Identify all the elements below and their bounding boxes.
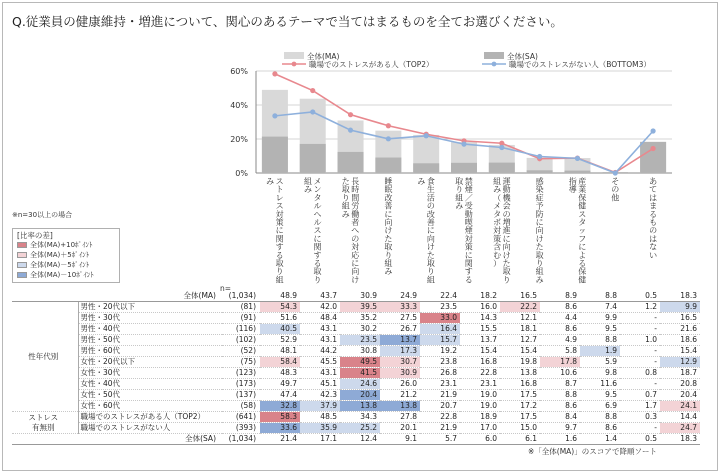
sample-size: (1,034) [222,291,260,302]
diff-legend [12,228,120,283]
table-cell: 8.8 [580,291,620,302]
x-tick-label: 運動機会の増進に向けた取り組み（メタボ対策含む） [493,177,511,285]
table-cell: 37.9 [300,401,340,412]
table-cell: 54.3 [260,302,300,313]
table-row [12,379,700,390]
table-cell: 20.7 [420,401,460,412]
row-label: 男性・60代 [78,346,222,357]
table-cell: 12.9 [660,357,700,368]
table-cell: 15.0 [500,423,540,434]
table-cell: 44.2 [300,346,340,357]
bar-sa [375,158,401,173]
table-cell: 26.8 [420,368,460,379]
table-cell: 9.1 [380,434,420,445]
table-cell: 1.7 [620,401,660,412]
stress-bottom-point [650,128,655,133]
table-cell: 17.0 [460,423,500,434]
table-cell: 20.4 [340,390,380,401]
x-tick-label: 食生活の改善に向けた取り組み [417,177,435,285]
table-cell: - [620,357,660,368]
table-cell: 15.4 [500,346,540,357]
table-cell: 8.8 [580,412,620,423]
table-cell: 0.3 [620,412,660,423]
sample-size: (52) [222,346,260,357]
sample-size: (91) [222,313,260,324]
sort-note: ※「全体(MA)」のスコアで降順ソート [528,447,657,456]
diff-legend-item: 全体(MA)－10ﾎﾟｲﾝﾄ [17,270,115,280]
y-tick-label: 0% [235,169,248,178]
table-cell: 4.4 [540,313,580,324]
table-cell: 14.4 [660,412,700,423]
table-cell: 18.3 [660,434,700,445]
row-label: 職場でのストレスがある人（TOP2） [78,412,222,423]
stress-bottom-point [575,156,580,161]
table-cell: 13.8 [380,401,420,412]
sample-size: (75) [222,357,260,368]
row-label: 女性・60代 [78,401,222,412]
table-cell: 33.6 [260,423,300,434]
table-cell: 1.9 [580,346,620,357]
legend-sa-label: 全体(SA) [507,52,538,61]
stress-bottom-point [461,142,466,147]
diff-legend-item: 全体(MA)－5ﾎﾟｲﾝﾄ [17,260,115,270]
x-tick-label: 長時間労働者への対応に向けた取り組み [341,177,360,285]
sample-size: (393) [222,423,260,434]
table-cell: 22.4 [420,291,460,302]
legend-bottom-label: 職場でのストレスがない人（BOTTOM3） [509,60,651,69]
table-cell: 41.5 [340,368,380,379]
table-cell: 21.6 [660,324,700,335]
stress-bottom-point [386,136,391,141]
legend-top-label: 職場でのストレスがある人（TOP2） [309,60,434,69]
bar-sa [451,163,477,173]
table-cell: 19.0 [460,390,500,401]
table-cell: 32.8 [260,401,300,412]
table-row [12,291,700,302]
table-cell: 13.8 [500,368,540,379]
minus10-swatch [17,272,27,278]
table-cell: 5.8 [540,346,580,357]
sample-size: (173) [222,379,260,390]
table-cell: 49.7 [260,379,300,390]
segment-group-label: 性年代別 [12,302,78,412]
table-cell: 9.5 [580,324,620,335]
table-cell: 42.3 [300,390,340,401]
table-cell: 43.1 [300,335,340,346]
stress-bottom-point [310,109,315,114]
table-cell: 16.5 [660,313,700,324]
table-cell: 15.5 [460,324,500,335]
table-cell: 33.0 [420,313,460,324]
stress-top-point [310,88,315,93]
table-cell: 43.1 [300,368,340,379]
table-row [12,412,700,423]
legend-bottom-marker [492,62,497,67]
x-tick-label: ストレス対策に関する取り組み [266,177,284,285]
table-cell: 17.3 [380,346,420,357]
table-cell: 30.9 [380,368,420,379]
table-cell: 9.9 [660,302,700,313]
y-tick-label: 60% [230,67,248,76]
table-row [12,324,700,335]
table-cell: 8.4 [540,412,580,423]
table-cell: 13.7 [460,335,500,346]
table-cell: 13.7 [380,335,420,346]
bar-sa [527,170,553,173]
row-label: 女性・30代 [78,368,222,379]
table-row [12,335,700,346]
table-cell: 14.3 [460,313,500,324]
table-cell: 23.8 [420,357,460,368]
table-cell: - [620,423,660,434]
table-cell: 27.5 [380,313,420,324]
table-cell: 8.6 [540,324,580,335]
minus5-swatch [17,262,27,268]
table-row [12,401,700,412]
row-label: 男性・30代 [78,313,222,324]
sample-size: (102) [222,335,260,346]
table-cell: 19.0 [460,401,500,412]
row-label: 男性・50代 [78,335,222,346]
table-cell: 20.8 [660,379,700,390]
table-cell: 5.7 [420,434,460,445]
table-cell: 23.1 [420,379,460,390]
data-table [12,291,700,445]
bar-sa [413,163,439,173]
table-cell: 19.2 [420,346,460,357]
table-cell: 12.7 [500,335,540,346]
table-cell: 0.5 [620,291,660,302]
table-cell: 12.4 [340,434,380,445]
legend-ma-label: 全体(MA) [307,52,340,61]
x-tick-label: 感染症予防に向けた取り組み [535,177,544,285]
table-cell: 35.2 [340,313,380,324]
row-label: 全体(MA) [12,291,222,302]
table-cell: 9.7 [540,423,580,434]
x-tick-label: 産業保健スタッフによる保健指導 [568,177,587,285]
y-tick-label: 40% [230,101,248,110]
table-cell: 8.8 [580,335,620,346]
table-cell: 17.5 [500,412,540,423]
bar-sa [300,144,326,173]
row-label: 職場でのストレスがない人 [78,423,222,434]
table-cell: 16.8 [460,357,500,368]
plus10-swatch [17,242,27,248]
table-cell: 26.0 [380,379,420,390]
table-cell: 49.5 [340,357,380,368]
table-cell: 8.8 [540,390,580,401]
table-cell: 11.6 [580,379,620,390]
x-tick-label: 禁煙／受動喫煙対策に関する取り組み [455,177,473,285]
table-row [12,346,700,357]
table-cell: 9.9 [580,313,620,324]
table-cell: 6.9 [580,401,620,412]
table-cell: 9.5 [580,390,620,401]
table-cell: 45.1 [300,379,340,390]
table-cell: 21.9 [420,423,460,434]
legend-ma-swatch [284,52,304,59]
table-cell: 18.6 [660,335,700,346]
row-label: 男性・40代 [78,324,222,335]
x-tick-label: 睡眠改善に向けた取り組み [384,177,393,277]
table-cell: 40.5 [260,324,300,335]
table-cell: 1.2 [620,302,660,313]
table-cell: 8.6 [540,401,580,412]
table-cell: 48.4 [300,313,340,324]
table-cell: 26.7 [380,324,420,335]
diff-legend-item: 全体(MA)+10ﾎﾟｲﾝﾄ [17,240,115,250]
n-header: n= [220,284,232,293]
table-cell: 24.9 [380,291,420,302]
table-row [12,313,700,324]
table-cell: 39.5 [340,302,380,313]
sample-size: (641) [222,412,260,423]
table-cell: 48.5 [300,412,340,423]
row-label: 全体(SA) [12,434,222,445]
table-cell: 24.1 [660,401,700,412]
table-cell: 30.2 [340,324,380,335]
sample-size: (123) [222,368,260,379]
stress-top-point [348,112,353,117]
sample-size: (58) [222,401,260,412]
table-cell: 12.1 [500,313,540,324]
stress-bottom-point [613,170,618,175]
table-cell: 8.6 [580,423,620,434]
stress-bottom-point [537,154,542,159]
table-cell: 0.5 [620,434,660,445]
table-cell: 23.5 [420,302,460,313]
table-cell: - [620,346,660,357]
question-title: Q.従業員の健康維持・増進について、関心のあるテーマで当てはまるものを全てお選びください。 [12,14,563,29]
table-cell: 27.8 [380,412,420,423]
table-row [12,368,700,379]
table-cell: 19.8 [500,357,540,368]
table-cell: 58.4 [260,357,300,368]
table-cell: 15.4 [660,346,700,357]
bar-sa [489,163,515,173]
table-cell: 21.9 [420,390,460,401]
table-cell: - [620,313,660,324]
table-cell: 8.9 [540,291,580,302]
table-cell: 20.1 [380,423,420,434]
sample-size: (81) [222,302,260,313]
table-cell: 16.4 [420,324,460,335]
table-cell: 1.4 [580,434,620,445]
table-cell: - [620,379,660,390]
x-tick-label: その他 [611,177,620,203]
table-cell: 23.1 [460,379,500,390]
legend-top-marker [292,62,297,67]
table-cell: 17.1 [300,434,340,445]
table-cell: 1.0 [620,335,660,346]
table-cell: 4.9 [540,335,580,346]
stress-top-point [272,71,277,76]
table-cell: 21.4 [260,434,300,445]
table-cell: 18.9 [460,412,500,423]
table-cell: 5.9 [580,357,620,368]
table-cell: 25.2 [340,423,380,434]
table-cell: 52.9 [260,335,300,346]
table-row [12,423,700,434]
table-cell: 7.4 [580,302,620,313]
table-row [12,434,700,445]
table-cell: 1.6 [540,434,580,445]
table-cell: 43.7 [300,291,340,302]
table-cell: 18.1 [500,324,540,335]
sample-size: (1,034) [222,434,260,445]
table-cell: 30.9 [340,291,380,302]
legend-sa-swatch [484,52,504,59]
table-cell: 9.8 [580,368,620,379]
stress-top-point [386,123,391,128]
table-cell: 23.5 [340,335,380,346]
table-cell: 22.8 [420,412,460,423]
table-cell: 17.5 [500,390,540,401]
diff-legend-item: 全体(MA)＋5ﾎﾟｲﾝﾄ [17,250,115,260]
stress-bottom-point [348,128,353,133]
x-tick-label: あてはまるものはない [649,177,658,260]
table-cell: 0.8 [620,368,660,379]
table-row [12,390,700,401]
bar-sa [564,171,590,173]
table-cell: 0.7 [620,390,660,401]
table-cell: 48.1 [260,346,300,357]
table-cell: 24.6 [340,379,380,390]
segment-group-label: ストレス 有無別 [12,412,78,434]
table-row [12,302,700,313]
table-cell: 47.4 [260,390,300,401]
row-label: 女性・50代 [78,390,222,401]
bar-sa [262,137,288,173]
table-cell: 18.2 [460,291,500,302]
table-cell: 48.3 [260,368,300,379]
table-cell: 45.5 [300,357,340,368]
table-cell: 10.6 [540,368,580,379]
table-cell: 22.2 [500,302,540,313]
table-cell: 15.4 [460,346,500,357]
table-cell: 8.7 [540,379,580,390]
stress-bottom-point [272,113,277,118]
table-cell: 35.9 [300,423,340,434]
bar-sa [338,152,364,173]
diff-legend-title: [比率の差] [17,231,53,240]
table-cell: 30.7 [380,357,420,368]
row-label: 女性・20代以下 [78,357,222,368]
y-tick-label: 20% [230,135,248,144]
table-cell: 16.8 [500,379,540,390]
row-label: 男性・20代以下 [78,302,222,313]
stress-bottom-point [424,133,429,138]
table-cell: 20.4 [660,390,700,401]
table-cell: 21.2 [380,390,420,401]
table-cell: 22.8 [460,368,500,379]
sample-size: (137) [222,390,260,401]
table-cell: 48.9 [260,291,300,302]
table-cell: 51.6 [260,313,300,324]
table-cell: 18.7 [660,368,700,379]
table-cell: 13.8 [340,401,380,412]
table-row [12,357,700,368]
table-cell: 15.7 [420,335,460,346]
table-cell: 43.1 [300,324,340,335]
table-cell: 30.8 [340,346,380,357]
table-cell: 24.7 [660,423,700,434]
table-cell: 33.3 [380,302,420,313]
table-cell: 17.2 [500,401,540,412]
table-cell: 42.0 [300,302,340,313]
table-cell: 6.1 [500,434,540,445]
table-cell: 34.3 [340,412,380,423]
table-cell: 6.0 [460,434,500,445]
table-cell: 58.3 [260,412,300,423]
row-label: 女性・40代 [78,379,222,390]
table-cell: 8.6 [540,302,580,313]
table-cell: 16.5 [500,291,540,302]
sample-size: (116) [222,324,260,335]
x-tick-label: メンタルヘルスに関する取り組み [303,177,322,285]
plus5-swatch [17,252,27,258]
n-note: ※n=30以上の場合 [12,211,73,219]
stress-top-point [650,146,655,151]
table-cell: - [620,324,660,335]
table-cell: 18.3 [660,291,700,302]
table-cell: 17.8 [540,357,580,368]
table-cell: 16.0 [460,302,500,313]
stress-bottom-point [499,145,504,150]
